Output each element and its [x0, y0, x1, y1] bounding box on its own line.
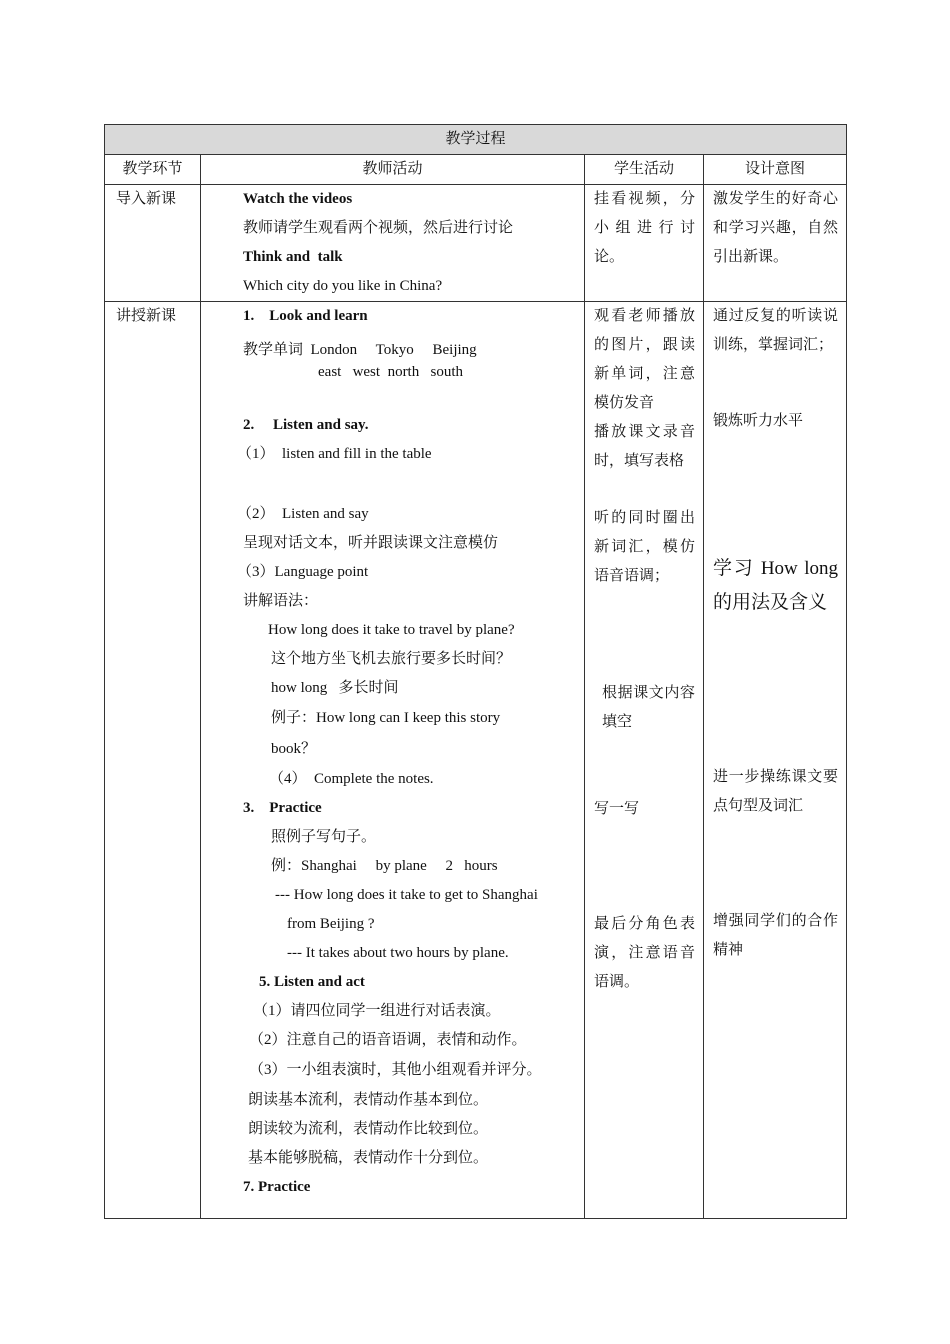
look-learn-title: 1. Look and learn	[243, 308, 368, 324]
intent-note-e: 增强同学们的合作精神	[713, 913, 839, 958]
rubric-1: 朗读基本流利，表情动作基本到位。	[248, 1092, 489, 1108]
rubric-2: 朗读较为流利，表情动作比较到位。	[248, 1121, 489, 1137]
practice-7-title: 7. Practice	[243, 1179, 311, 1195]
how-long-meaning: how long 多长时间	[271, 680, 399, 696]
student-note-a: 观看老师播放的图片，跟读新单词，注意模仿发音	[594, 308, 695, 411]
intent-note-a: 通过反复的听读说训练，掌握词汇；	[713, 308, 839, 353]
rubric-3: 基本能够脱稿，表情动作十分到位。	[248, 1150, 489, 1166]
example-line-2: book？	[271, 741, 317, 757]
intro-question: Which city do you like in China?	[243, 278, 443, 294]
stage-teach: 讲授新课	[105, 302, 201, 1219]
complete-notes-item: （4） Complete the notes.	[269, 771, 434, 787]
listen-fill-item: （1） listen and fill in the table	[237, 446, 432, 462]
student-note-f: 最后分角色表演，注意语音语调。	[594, 916, 695, 990]
header-stage: 教学环节	[105, 155, 201, 185]
vocab-line-1: 教学单词 London Tokyo Beijing	[243, 342, 477, 358]
act-step-3: （3）一小组表演时，其他小组观看并评分。	[249, 1062, 542, 1078]
lesson-process-table	[104, 124, 847, 1219]
intent-intro: 激发学生的好奇心和学习兴趣，自然引出新课。	[704, 185, 847, 302]
intent-note-d: 进一步操练课文要点句型及词汇	[713, 769, 839, 814]
table-header-row	[105, 155, 847, 185]
table-title-row	[105, 125, 847, 155]
intent-note-c: 学习 How long 的用法及含义	[713, 558, 839, 613]
example-line-1: 例子：How long can I keep this story	[271, 710, 501, 726]
table-row-intro	[105, 185, 847, 302]
act-step-1: （1）请四位同学一组进行对话表演。	[253, 1003, 501, 1019]
teacher-intro	[201, 185, 585, 302]
student-intro: 挂看视频，分小组进行讨论。	[585, 185, 704, 302]
table-title: 教学过程	[105, 125, 847, 155]
vocab-line-2: east west north south	[318, 364, 463, 380]
practice-question-2: from Beijing ?	[287, 916, 375, 932]
grammar-label: 讲解语法：	[243, 593, 319, 609]
student-teach	[585, 302, 704, 1219]
think-talk-title: Think and talk	[243, 249, 343, 265]
practice-question-1: --- How long does it take to get to Shanghai	[275, 887, 538, 903]
listen-say-item: （2） Listen and say	[237, 506, 369, 522]
practice-answer: --- It takes about two hours by plane.	[287, 945, 509, 961]
listen-act-title: 5. Listen and act	[259, 974, 365, 990]
header-teacher: 教师活动	[201, 155, 585, 185]
act-step-2: （2）注意自己的语音语调，表情和动作。	[249, 1032, 527, 1048]
listen-say-title: 2. Listen and say.	[243, 417, 369, 433]
watch-videos-desc: 教师请学生观看两个视频，然后进行讨论	[243, 220, 514, 236]
grammar-question: How long does it take to travel by plane?	[268, 622, 515, 638]
table-row-teach	[105, 302, 847, 1219]
listen-say-desc: 呈现对话文本，听并跟读课文注意模仿	[243, 535, 499, 551]
practice-example: 例：Shanghai by plane 2 hours	[271, 858, 498, 874]
student-note-b: 播放课文录音时，填写表格	[594, 424, 695, 469]
header-intent: 设计意图	[704, 155, 847, 185]
practice-title: 3. Practice	[243, 800, 322, 816]
header-student: 学生活动	[585, 155, 704, 185]
student-note-d: 根据课文内容填空	[602, 685, 695, 730]
practice-desc: 照例子写句子。	[271, 829, 377, 845]
watch-videos-title: Watch the videos	[243, 191, 353, 207]
stage-intro: 导入新课	[105, 185, 201, 302]
intent-note-b: 锻炼听力水平	[713, 413, 804, 429]
intent-teach	[704, 302, 847, 1219]
grammar-question-cn: 这个地方坐飞机去旅行要多长时间？	[271, 651, 512, 667]
teacher-teach	[201, 302, 585, 1219]
student-note-c: 听的同时圈出新词汇，模仿语音语调；	[594, 510, 695, 584]
student-note-e: 写一写	[594, 801, 640, 817]
language-point-item: （3）Language point	[237, 564, 369, 580]
